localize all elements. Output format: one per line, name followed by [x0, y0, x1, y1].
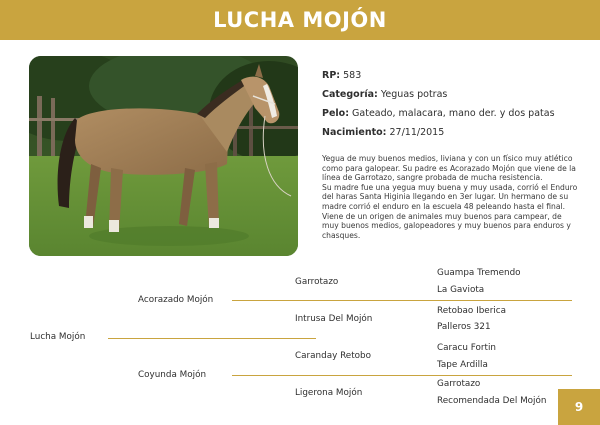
- description-paragraph-1: Yegua de muy buenos medios, liviana y con un físico muy atlético como para galopear. Su padre es Acorazado Mojón que viene de la línea de Garrotazo, sangre probada de mucha resistencia.: [322, 154, 576, 183]
- categoria-label: Categoría:: [322, 89, 378, 100]
- nacimiento-field: [322, 127, 577, 139]
- title-banner: [0, 0, 600, 40]
- horse-photo: [29, 56, 298, 256]
- pedigree-g3-4: Palleros 321: [437, 322, 491, 332]
- pedigree-dam-sire: Caranday Retobo: [295, 351, 372, 361]
- pelo-field: [322, 108, 577, 120]
- nacimiento-value: 27/11/2015: [389, 127, 445, 138]
- rp-label: RP:: [322, 70, 341, 81]
- categoria-value: Yeguas potras: [380, 89, 448, 100]
- pedigree-line-dam: [232, 375, 572, 376]
- pedigree-g3-5: Caracu Fortin: [437, 343, 496, 353]
- pelo-value: Gateado, malacara, mano der. y dos patas: [352, 108, 555, 119]
- pedigree-line-sire: [232, 300, 572, 301]
- pedigree-tree: [0, 260, 600, 425]
- description-paragraph-2: Su madre fue una yegua muy buena y muy usada, corrió el Enduro del haras Santa Higinia llegando en 3er lugar. Un hermano de su madre corrió el enduro en la escuela 48 peleando hasta el final. Viene de un origen de animales muy buenos para campear, de muy buenos medios, galopeadores y muy buenos para enduros y chasques.: [322, 182, 578, 240]
- pelo-label: Pelo:: [322, 108, 349, 119]
- pedigree-dam-dam: Ligerona Mojón: [295, 388, 363, 398]
- pedigree-line-subject: [108, 338, 316, 339]
- pedigree-subject: Lucha Mojón: [30, 332, 86, 342]
- pedigree-sire-dam: Intrusa Del Mojón: [295, 314, 373, 324]
- horse-photo-illustration: [29, 56, 298, 256]
- pedigree-sire-sire: Garrotazo: [295, 277, 339, 287]
- description: [322, 154, 578, 240]
- pedigree-sire: Acorazado Mojón: [138, 295, 214, 305]
- nacimiento-label: Nacimiento:: [322, 127, 387, 138]
- pedigree-g3-2: La Gaviota: [437, 285, 485, 295]
- pedigree-g3-3: Retobao Iberica: [437, 306, 506, 316]
- pedigree-g3-8: Recomendada Del Mojón: [437, 396, 547, 406]
- rp-field: [322, 70, 577, 82]
- pedigree-g3-7: Garrotazo: [437, 379, 481, 389]
- rp-value: 583: [343, 70, 362, 81]
- horse-info: [322, 70, 577, 146]
- pedigree-g3-6: Tape Ardilla: [437, 360, 488, 370]
- page-title: LUCHA MOJÓN: [213, 8, 387, 32]
- pedigree-g3-1: Guampa Tremendo: [437, 268, 521, 278]
- pedigree-dam: Coyunda Mojón: [138, 370, 207, 380]
- categoria-field: [322, 89, 577, 101]
- page-number: 9: [558, 389, 600, 425]
